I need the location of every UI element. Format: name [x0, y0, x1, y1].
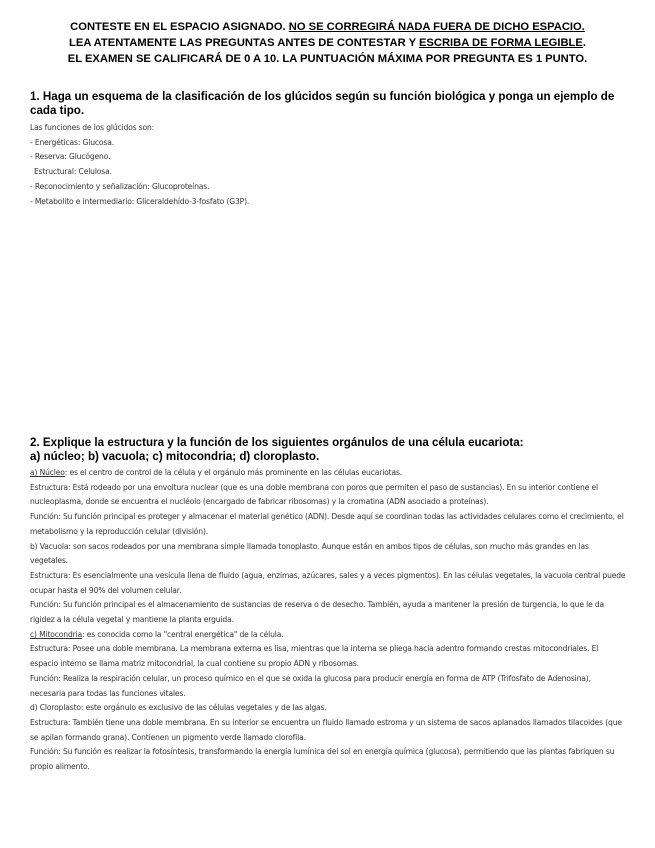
nucleus-function: Función: Su función principal es proteger y almacenar el material genético (ADN). Desde aquí se coordinan todas las actividades celulares como el crecimiento, el metabolismo y la reproducción celular (división). [30, 512, 624, 536]
header-line-1 [0, 19, 655, 35]
vacuole-intro: b) Vacuola: son sacos rodeados por una membrana simple llamada tonoplasto. Aunque están en ambos tipos de células, son mucho más grandes en las vegetales. [30, 541, 589, 566]
question-2-title-line-1: 2. Explique la estructura y la función de los siguientes orgánulos de una célula eucariota: [30, 436, 524, 449]
chloroplast-structure: Estructura: También tiene una doble membrana. En su interior se encuentra un fluido llamado estroma y un sistema de sacos aplanados llamados tilacoides (que se apilan formando grana). Contienen un pigmento verde llamado clorofila. [30, 717, 622, 742]
answer-line: - Reserva: Glucógeno. [30, 152, 111, 162]
mitochondria-structure: Estructura: Posee una doble membrana. La membrana externa es lisa, mientras que la interna se pliega hacia adentro formando crestas mitocondriales. El espacio interno se llama matriz mitocondrial, la cual contiene su propio ADN y ribosomas. [30, 644, 599, 669]
header-line-2-end: . [582, 37, 586, 49]
question-2-title-line-2: a) núcleo; b) vacuola; c) mitocondria; d) cloroplasto. [30, 450, 320, 463]
answer-line: - Reconocimiento y señalización: Glucoproteínas. [30, 181, 210, 191]
question-1-title: 1. Haga un esquema de la clasificación de los glúcidos según su función biológica y ponga un ejemplo de cada tipo. [30, 90, 615, 117]
header-line-2-text: LEA ATENTAMENTE LAS PREGUNTAS ANTES DE CONTESTAR Y [69, 37, 419, 49]
answer-line: - Metabolito e intermediario: Gliceraldehído-3-fosfato (G3P). [30, 196, 250, 206]
mitochondria-intro-text: : es conocida como la "central energética" de la célula. [82, 629, 284, 639]
mitochondria-label: c) Mitocondria [30, 629, 83, 639]
nucleus-structure: Estructura: Está rodeado por una envoltura nuclear (que es una doble membrana con poros que permiten el paso de sustancias). En su interior contiene el nucleoplasma, donde se encuentra el nucléolo (encargado de fabricar ribosomas) y la cromatina (ADN asociado a proteínas). [30, 482, 598, 507]
chloroplast-function: Función: Su función es realizar la fotosíntesis, transformando la energía lumínica del sol en energía química (glucosa), permitiendo que las plantas fabriquen su propio alimento. [30, 747, 615, 772]
mitochondria-intro [30, 628, 626, 643]
answer-line: - Energéticas: Glucosa. [30, 137, 114, 147]
header-line-2 [0, 35, 655, 51]
question-2-title [30, 436, 630, 464]
mitochondria-function: Función: Realiza la respiración celular, un proceso químico en el que se oxida la glucosa para producir energía en forma de ATP (Trifosfato de Adenosina), necesaria para todas las funciones vitales. [30, 673, 591, 698]
header-line-2-underlined: ESCRIBA DE FORMA LEGIBLE [418, 37, 583, 49]
answer-line: Estructural: Celulosa. [34, 167, 112, 177]
question-2-answer[interactable] [30, 466, 626, 775]
header-line-1-underlined: NO SE CORREGIRÁ NADA FUERA DE DICHO ESPACIO. [288, 21, 585, 33]
header-line-3: EL EXAMEN SE CALIFICARÁ DE 0 A 10. LA PUNTUACIÓN MÁXIMA POR PREGUNTA ES 1 PUNTO. [67, 53, 588, 65]
nucleus-intro [30, 466, 626, 481]
exam-header [0, 19, 655, 67]
chloroplast-intro: d) Cloroplasto: este orgánulo es exclusivo de las células vegetales y de las algas. [30, 703, 327, 713]
answer-line: Las funciones de los glúcidos son: [30, 123, 155, 132]
vacuole-structure: Estructura: Es esencialmente una vesícula llena de fluido (agua, enzimas, azúcares, sales y a veces pigmentos). En las células vegetales, la vacuola central puede ocupar hasta el 90% del volumen celular. [30, 570, 626, 595]
vacuole-function: Función: Su función principal es el almacenamiento de sustancias de reserva o de desecho. También, ayuda a mantener la presión de turgencia, lo que le da rigidez a la célula vegetal y mantiene la planta erguida. [30, 600, 605, 625]
nucleus-label: a) Núcleo [30, 468, 65, 477]
nucleus-intro-text: : es el centro de control de la célula y el orgánulo más prominente en las células eucariotas. [64, 468, 403, 477]
header-line-1-text: CONTESTE EN EL ESPACIO ASIGNADO. [70, 21, 289, 33]
question-1-answer[interactable] [30, 121, 626, 209]
